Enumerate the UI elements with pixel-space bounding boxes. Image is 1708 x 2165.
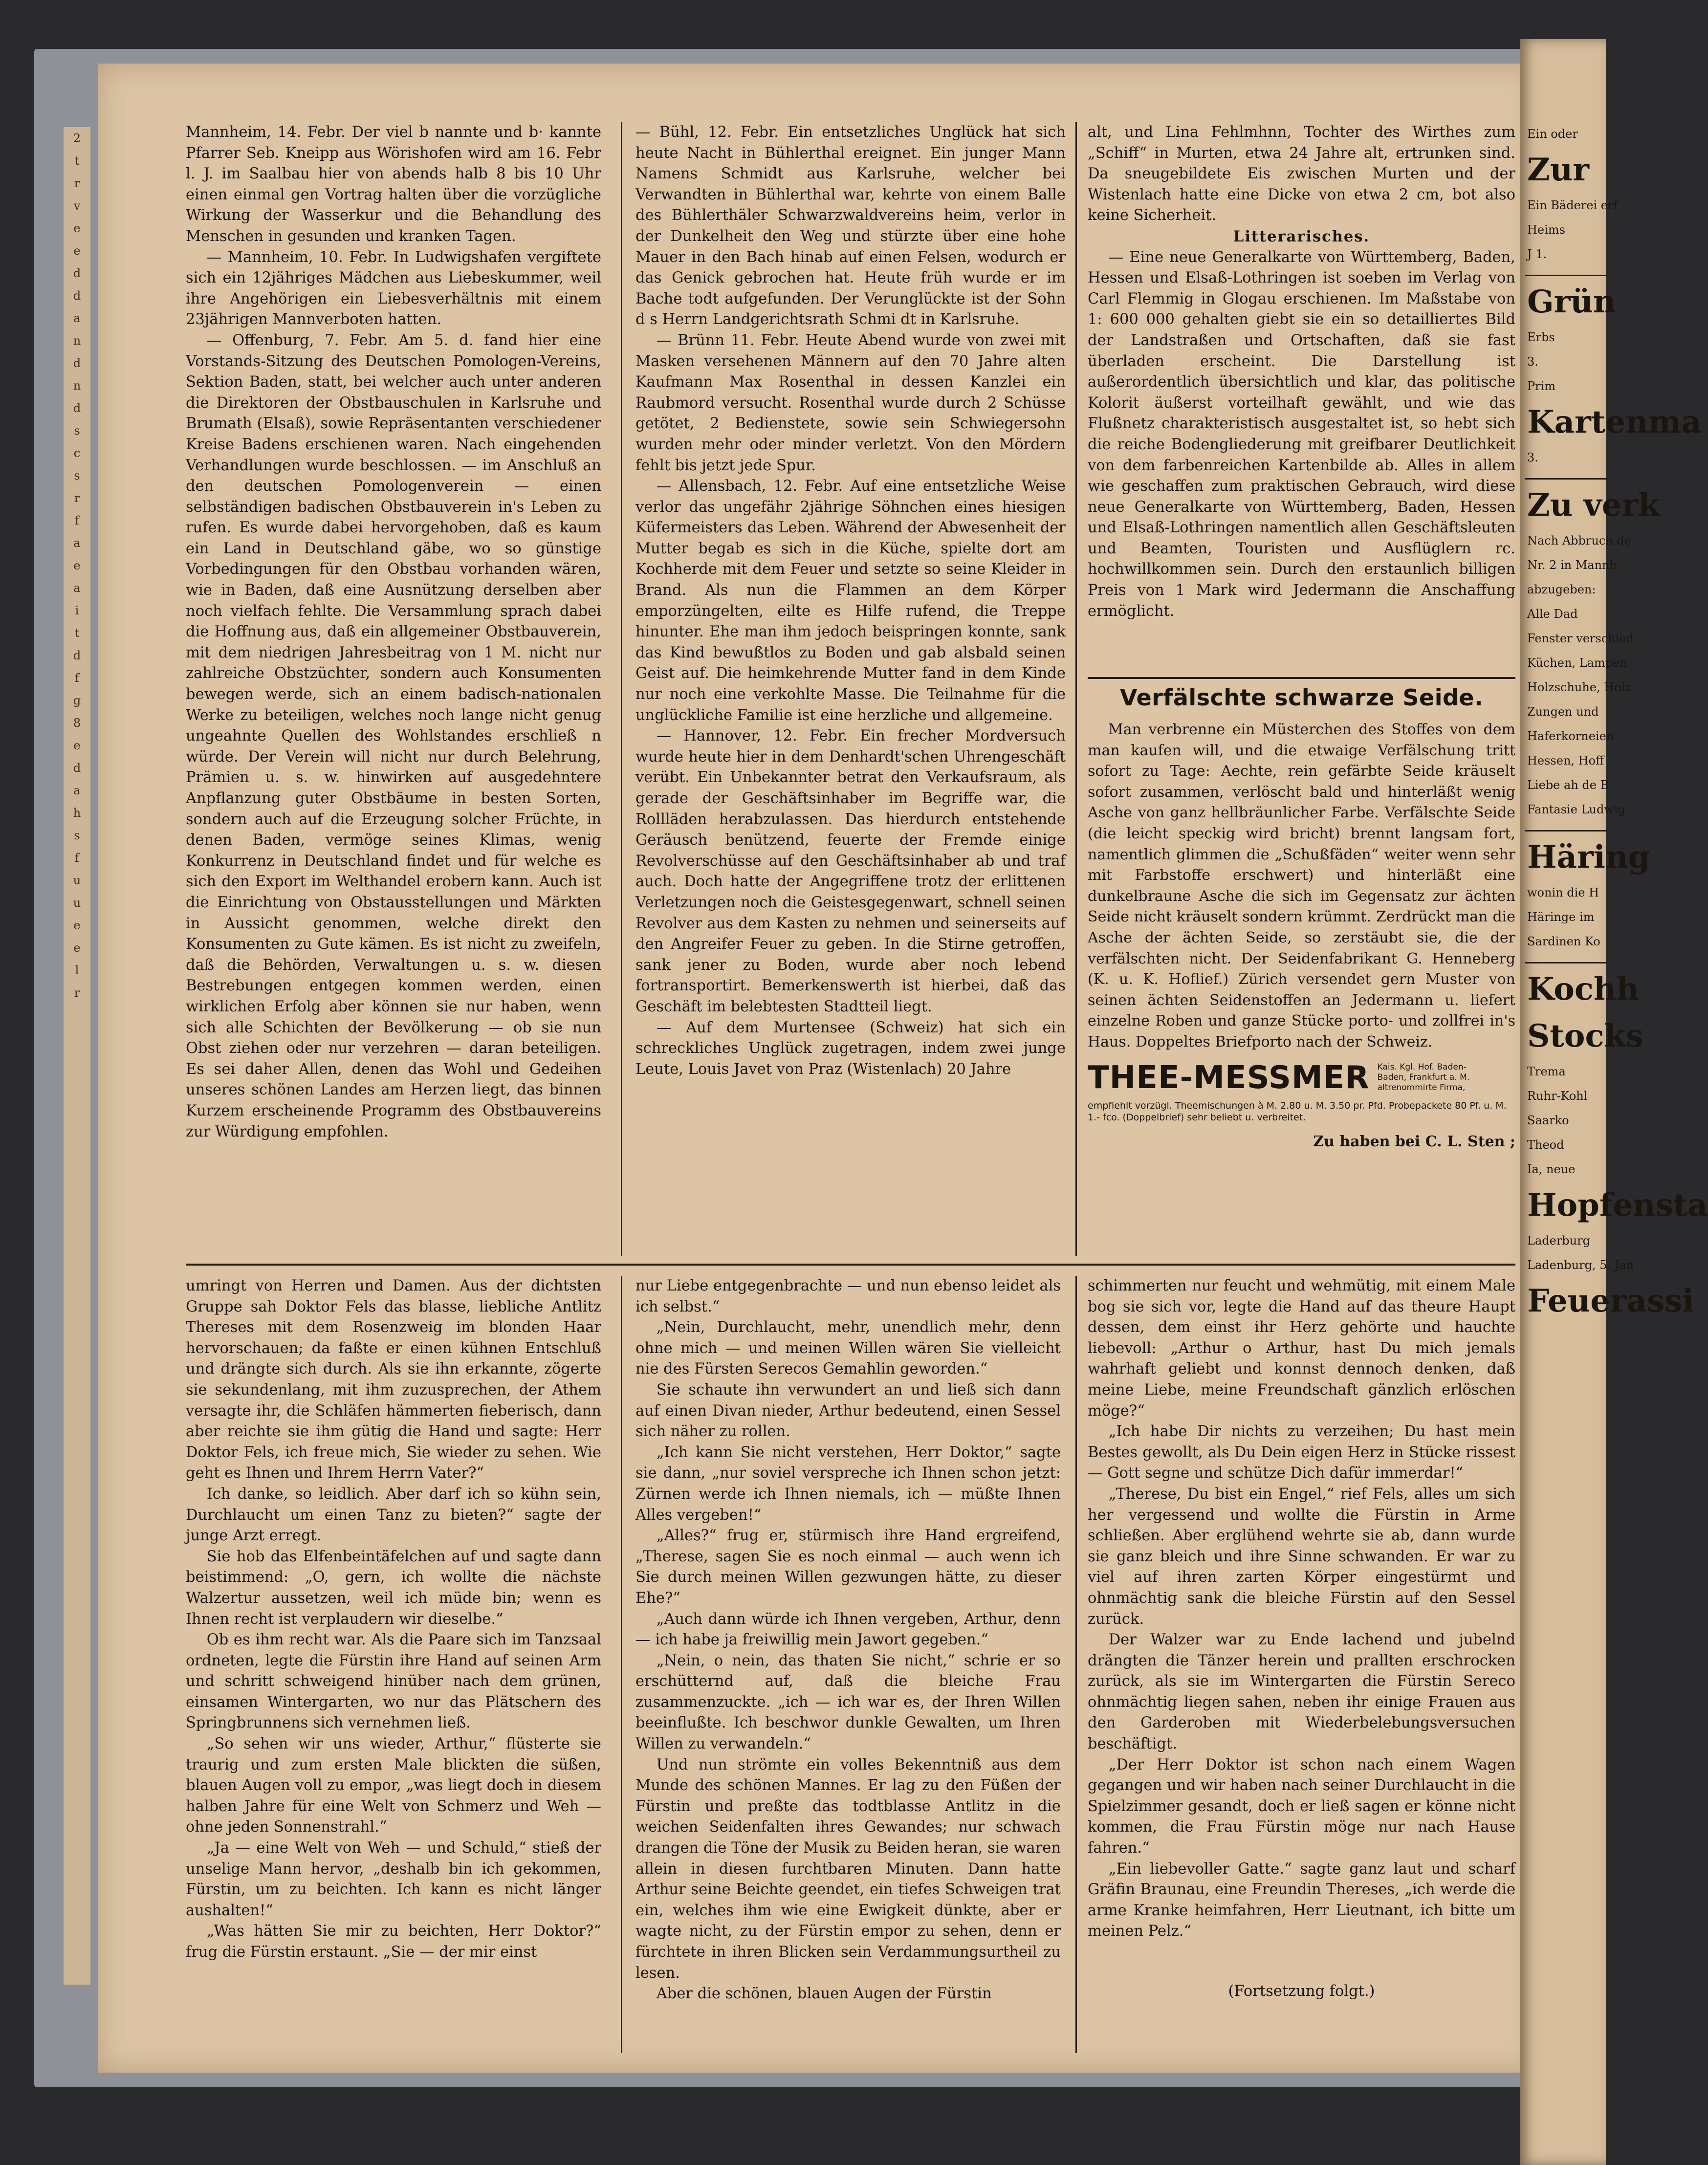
next-page-fragment: Ein Bäderei erf	[1527, 198, 1618, 212]
next-page-fragment: 3.	[1527, 451, 1538, 464]
novel-paragraph: „Ich habe Dir nichts zu verzeihen; Du hast mein Bestes gewollt, als Du Dein eigen Herz in Stücke rissest — Gott segne und schütze Dich dafür immerdar!“	[1088, 1423, 1515, 1482]
logo-address: Kais. Kgl. Hof. Baden- Baden, Frankfurt a. M. altrenommirte Firma,	[1377, 1062, 1470, 1093]
margin-glyph: c	[73, 446, 81, 460]
margin-glyph: a	[73, 311, 81, 325]
news-paragraph: — Bühl, 12. Febr. Ein entsetzliches Unglück hat sich heute Nacht in Bühlerthal ereignet. Ein junger Mann Namens Schmidt aus Karlsruhe, welcher bei Verwandten in Bühlerthal war, kehrte von einem Balle des Bühlerthäler Schwarzwaldvereins heim, verlor in der Dunkelheit den Weg und stürzte über eine hohe Mauer in den Bach hinab auf einen Felsen, wodurch er das Genick gebrochen hat. Heute früh wurde er im Bache todt aufgefunden. Der Verunglückte ist der Sohn d s Herrn Landgerichtsrath Schmi dt in Karlsruhe.	[635, 124, 1066, 328]
margin-glyph: d	[73, 761, 81, 775]
margin-glyph: t	[74, 154, 80, 168]
margin-glyph: 8	[73, 716, 81, 730]
next-page-rule	[1525, 478, 1608, 480]
novel-paragraph: „Alles?“ frug er, stürmisch ihre Hand ergreifend, „Therese, sagen Sie es noch einmal — auch wenn ich Sie durch meinen Willen gezwungen hätte, zu dieser Ehe?“	[635, 1527, 1061, 1607]
section-heading-literary: Litterarisches.	[1233, 227, 1370, 245]
ad-separator	[1088, 677, 1515, 679]
next-page-fragment: Kartenma	[1527, 404, 1702, 440]
margin-glyph: e	[73, 244, 81, 258]
margin-glyph: s	[74, 829, 80, 842]
novel-paragraph: „So sehen wir uns wieder, Arthur,“ flüsterte sie traurig und zum ersten Male blickten die süßen, blauen Augen voll zu empor, „was liegt doch in diesem halben Jahre für eine Welt von Schmerz und Weh — ohne jeden Sonnenstrahl.“	[186, 1735, 601, 1836]
news-paragraph: — Mannheim, 10. Febr. In Ludwigshafen vergiftete sich ein 12jähriges Mädchen aus Liebeskummer, weil ihre Angehörigen ein Liebesverhältnis mit einem 23jährigen Mannverboten hatten.	[186, 248, 601, 328]
next-page-fragment: Ruhr-Kohl	[1527, 1089, 1588, 1103]
section-separator	[186, 1264, 1515, 1266]
news-paragraph: — Allensbach, 12. Febr. Auf eine entsetzliche Weise verlor das ungefähr 2jährige Söhnchen eines hiesigen Küfermeisters das Leben. Während der Abwesenheit der Mutter begab es sich in die Küche, spielte dort am Kochherde mit dem Feuer und setzte so seine Kleider in Brand. Als nun die Flammen an dem Körper emporzüngelten, eilte es Hilfe rufend, die Treppe hinunter. Ehe man ihm jedoch beispringen konnte, sank das Kind bewußtlos zu Boden und gab alsbald seinen Geist auf. Die heimkehrende Mutter fand in dem Kinde nur noch eine verkohlte Masse. Die Teilnahme für die unglückliche Familie ist eine herzliche und allgemeine.	[635, 478, 1066, 724]
margin-glyph: 2	[73, 131, 81, 145]
next-page-fragment: wonin die H	[1527, 886, 1599, 899]
margin-glyph: f	[75, 671, 79, 685]
binding-margin	[64, 127, 90, 1985]
next-page-fragment: Fenster verschied	[1527, 632, 1634, 645]
novel-paragraph: Aber die schönen, blauen Augen der Fürstin	[656, 1985, 992, 2003]
tea-ad	[1088, 1060, 1515, 1096]
novel-paragraph: „Auch dann würde ich Ihnen vergeben, Arthur, denn — ich habe ja freiwillig mein Jawort gegeben.“	[635, 1610, 1061, 1649]
news-paragraph: Mannheim, 14. Febr. Der viel b nannte und b· kannte Pfarrer Seb. Kneipp aus Wörishofen wird am 16. Febr l. J. im Saalbau hier von abends halb 8 bis 10 Uhr einen einmal gen Vortrag halten über die vorzügliche Wirkung der Wasserkur und die Behandlung des Menschen in gesunden und kranken Tagen.	[186, 124, 601, 245]
column-rule	[621, 122, 622, 1256]
novel-paragraph: Ob es ihm recht war. Als die Paare sich im Tanzsaal ordneten, legte die Fürstin ihre Hand auf seinen Arm und schritt schweigend hinüber nach dem grünen, einsamen Wintergarten, wo nur das Plätschern des Springbrunnens sich vernehmen ließ.	[186, 1631, 601, 1732]
next-page-fragment: Fantasie Ludwig	[1527, 803, 1625, 816]
next-page-fragment: Ia, neue	[1527, 1162, 1576, 1176]
margin-glyph: f	[75, 514, 79, 527]
next-page-fragment: Saarko	[1527, 1114, 1569, 1127]
next-page-fragment: Hessen, Hoff	[1527, 754, 1604, 767]
news-paragraph: — Hannover, 12. Febr. Ein frecher Mordversuch wurde heute hier in dem Denhardt'schen Uhrengeschäft verübt. Ein Unbekannter betrat den Verkaufsraum, als gerade der Geschäftsinhaber im Begriffe war, die Rollläden herabzulassen. Das hierdurch entstehende Geräusch benützend, feuerte der Fremde einige Revolverschüsse auf den Geschäftsinhaber ab und traf auch. Doch hatte der Angegriffene trotz der erlittenen Verletzungen noch die Geistesgegenwart, schnell seinen Revolver aus dem Kasten zu nehmen und seinerseits auf den Angreifer Feuer zu geben. In die Stirne getroffen, sank jener zu Boden, wurde aber noch lebend fortransportirt. Bemerkenswerth ist hierbei, daß das Geschäft im belebtesten Stadtteil liegt.	[635, 727, 1066, 1015]
top-left-column	[186, 122, 601, 1271]
margin-glyph: d	[73, 289, 81, 303]
next-page-fragment: Heims	[1527, 223, 1565, 237]
continuation-note: (Fortsetzung folgt.)	[1228, 1983, 1375, 2000]
margin-glyph: e	[73, 221, 81, 235]
next-page-fragment: Ein oder	[1527, 127, 1578, 141]
novel-paragraph: „Therese, Du bist ein Engel,“ rief Fels, alles um sich her vergessend und wollte die Fürstin in Arme schließen. Aber erglühend wehrte sie ab, dann wurde sie ganz bleich und ihre Sinne schwanden. Er war zu viel auf ihren zarten Körper eingestürmt und ohnmächtig sank die bleiche Fürstin auf den Sessel zurück.	[1088, 1485, 1515, 1628]
margin-glyph: u	[73, 896, 81, 910]
ad-body	[1088, 720, 1515, 1053]
next-page-fragment: Häring	[1527, 839, 1650, 875]
next-page-fragment: Zur	[1527, 152, 1589, 188]
next-page-fragment: Prim	[1527, 379, 1556, 393]
thee-messmer-logo: THEE-MESSMER	[1088, 1059, 1370, 1096]
column-rule	[1075, 122, 1077, 1256]
next-page-fragment: Holzschuhe, Holz	[1527, 680, 1631, 694]
next-page-rule	[1525, 275, 1608, 276]
column-rule	[1075, 1276, 1077, 2053]
next-page-fragment: Trema	[1527, 1065, 1566, 1078]
novel-paragraph: „Nein, Durchlaucht, mehr, unendlich mehr, denn ohne mich — und meinen Willen wären Sie vielleicht nie des Fürsten Serecos Gemahlin geworden.“	[635, 1319, 1061, 1378]
next-page-edge	[1520, 39, 1708, 2165]
novel-paragraph: „Ein liebevoller Gatte.“ sagte ganz laut und scharf Gräfin Braunau, eine Freundin Thereses, „ich werde die arme Kranke heimfahren, Herr Lieutnant, ich bitte um meinen Pelz.“	[1088, 1860, 1515, 1940]
margin-glyph: l	[75, 963, 79, 977]
margin-glyph: a	[73, 536, 81, 550]
margin-glyph: h	[73, 806, 81, 820]
margin-glyph: e	[73, 941, 81, 955]
ad-paragraph: Man verbrenne ein Müsterchen des Stoffes von dem man kaufen will, und die etwaige Verfälschung tritt sofort zu Tage: Aechte, rein gefärbte Seide kräuselt sofort zusammen, verlöscht bald und hinterläßt wenig Asche von ganz hellbräunlicher Farbe. Verfälschte Seide (die leicht speckig wird bricht) brennt langsam fort, namentlich glimmen die „Schußfäden“ weiter wenn sehr mit Farbstoffe erschwert) und hinterläßt eine dunkelbraune Asche die sich im Gegensatz zur ächten Seide nicht kräuselt sondern krümmt. Zerdrückt man die Asche der ächten Seide, so zerstäubt sie, die der verfälschten nicht. Der Seidenfabrikant G. Henneberg (K. u. K. Hoflief.) Zürich versendet gern Muster von seinen ächten Seidenstoffen an Jedermann u. liefert einzelne Roben und ganze Stücke porto- und zollfrei in's Haus. Doppeltes Briefporto nach der Schweiz.	[1088, 721, 1515, 1050]
margin-glyph: i	[75, 604, 79, 617]
next-page-fragment: Laderburg	[1527, 1234, 1590, 1247]
next-page-fragment: abzugeben:	[1527, 583, 1596, 596]
novel-paragraph: Ich danke, so leidlich. Aber darf ich so kühn sein, Durchlaucht um einen Tanz zu bieten?“ sagte der junge Arzt erregt.	[186, 1485, 601, 1545]
margin-glyph: g	[73, 694, 81, 707]
column-rule	[621, 1276, 622, 2053]
next-page-rule	[1525, 962, 1608, 963]
next-page-fragment: Sardinen Ko	[1527, 935, 1600, 948]
next-page-fragment: Liebe ah de B	[1527, 778, 1609, 792]
novel-paragraph: Sie hob das Elfenbeintäfelchen auf und sagte dann beistimmend: „O, gern, ich wollte die nächste Walzertur aussetzen, weil ich müde bin; wenn es Ihnen recht ist verplaudern wir dieselbe.“	[186, 1548, 601, 1628]
novel-paragraph: schimmerten nur feucht und wehmütig, mit einem Male bog sie sich vor, legte die Hand auf das theure Haupt dessen, dem einst ihr Herz gehörte und hauchte liebevoll: „Arthur o Arthur, hast Du mich jemals wahrhaft geliebt und konnst dennoch denken, daß meine Liebe, meine Freundschaft gänzlich erlöschen möge?“	[1088, 1277, 1515, 1420]
next-page-fragment: Feuerassi	[1527, 1283, 1694, 1319]
next-page-fragment: Grün	[1527, 284, 1616, 320]
next-page-fragment: Zungen und	[1527, 705, 1599, 719]
margin-glyph: d	[73, 649, 81, 662]
next-page-rule	[1525, 830, 1608, 831]
news-paragraph: — Auf dem Murtensee (Schweiz) hat sich ein schreckliches Unglück zugetragen, indem zwei junge Leute, Louis Javet von Praz (Wistenlach) 20 Jahre	[635, 1019, 1066, 1078]
margin-glyph: d	[73, 356, 81, 370]
novel-paragraph: Der Walzer war zu Ende lachend und jubelnd drängten die Tänzer herein und prallten erschrocken zurück, als sie im Wintergarten die Fürstin Sereco ohnmächtig liegen sahen, neben ihr einige Frauen aus den Garderoben mit Wiederbelebungsversuchen beschäftigt.	[1088, 1631, 1515, 1753]
novel-paragraph: Und nun strömte ein volles Bekenntniß aus dem Munde des schönen Mannes. Er lag zu den Füßen der Fürstin und preßte das todtblasse Antlitz in die weichen Seidenfalten ihres Gewandes; nur schwach drangen die Töne der Musik zu Beiden heran, sie waren allein in diesen furchtbaren Minuten. Dann hatte Arthur seine Beichte geendet, ein tiefes Schweigen trat ein, welches ihm wie eine Ewigkeit dünkte, aber er wagte nicht, zu der Fürstin empor zu sehen, denn er fürchtete in ihren Blicken sein Verdammungsurtheil zu lesen.	[635, 1756, 1061, 1982]
top-middle-column	[635, 122, 1066, 1261]
bottom-right-column	[1088, 1276, 1515, 2058]
next-page-fragment: Stocks	[1527, 1018, 1643, 1054]
margin-glyph: d	[73, 266, 81, 280]
next-page-fragment: Nr. 2 in Mannh	[1527, 558, 1618, 572]
bottom-left-column	[186, 1276, 601, 2058]
news-paragraph: — Offenburg, 7. Febr. Am 5. d. fand hier eine Vorstands-Sitzung des Deutschen Pomologen-Vereins, Sektion Baden, statt, bei welcher auch unter anderen die Direktoren der Obstbauschulen in Karlsruhe und Brumath (Elsaß), sowie Repräsentanten verschiedener Kreise Badens erschienen waren. Nach eingehenden Verhandlungen wurde beschlossen. — im Anschluß an den deutschen Pomologenverein — einen selbständigen badischen Obstbauverein in's Leben zu rufen. Es wurde dabei hervorgehoben, daß es kaum ein Land in Deutschland gäbe, wo so günstige Vorbedingungen für den Obstbau vorhanden wären, wie in Baden, daß eine Ausnützung derselben aber noch vielfach fehlte. Die Versammlung sprach dabei die Hoffnung aus, daß ein allgemeiner Obstbauverein, mit dem niedrigen Jahresbeitrag von 1 M. nicht nur zahlreiche Obstzüchter, sondern auch Konsumenten bewegen werde, sich an einem badisch-nationalen Werke zu beteiligen, welches noch lange nicht genug ungeahnte Quellen des Wohlstandes erschließ n würde. Der Verein will nicht nur durch Belehrung, Prämien u. s. w. hinwirken auf ausgedehntere Anpflanzung guter Obstbäume in besten Sorten, sondern auch auf die Erzeugung solcher Früchte, in denen Baden, vermöge seines Klimas, wenig Konkurrenz in Deutschland findet und für welche es sich den Export im Welthandel erobern kann. Auch ist die Einrichtung von Obstausstellungen und Märkten in Aussicht genommen, welche direkt den Konsumenten zu Gute kämen. Es ist nicht zu zweifeln, daß die Behörden, Verwaltungen u. s. w. diesen Bestrebungen entgegen kommen werden, einen wirklichen Erfolg aber können sie nur haben, wenn sich alle Schichten der Bevölkerung — ob sie nun Obst ziehen oder nur verzehren — daran beteiligen. Es sei daher Allen, denen das Wohl und Gedeihen unseres schönen Landes am Herzen liegt, das binnen Kurzem erscheinende Programm des Obstbauvereins zur Würdigung empfohlen.	[186, 331, 601, 1140]
next-page-fragment: Haferkorneien	[1527, 729, 1614, 743]
next-page-fragment: Kochh	[1527, 971, 1639, 1007]
margin-glyph: n	[73, 334, 81, 348]
margin-glyph: r	[74, 176, 80, 190]
margin-glyph: t	[74, 626, 80, 640]
next-page-fragment: Küchen, Lampen	[1527, 656, 1627, 670]
next-page-fragment: Nach Abbruch de	[1527, 534, 1631, 547]
literary-intro: alt, und Lina Fehlmhnn, Tochter des Wirthes zum „Schiff“ in Murten, etwa 24 Jahre alt, ertrunken sind. Da sneugebildete Eis zwischen Murten und der Wistenlach hatte eine Dicke von etwa 2 cm, bot also keine Sicherheit.	[1088, 124, 1515, 224]
novel-paragraph: umringt von Herren und Damen. Aus der dichtsten Gruppe sah Doktor Fels das blasse, liebliche Antlitz Thereses mit dem Rosenzweig im blonden Haar hervorschauen; da faßte er einen kühnen Entschluß und drängte sich durch. Als sie ihn erkannte, zögerte sie sekundenlang, mit ihm zuzusprechen, der Athem versagte ihr, die Schläfen hämmerten fieberisch, dann aber reichte sie ihm gütig die Hand und sagte: Herr Doktor Fels, ich freue mich, Sie wieder zu sehen. Wie geht es Ihnen und Ihrem Herrn Vater?“	[186, 1277, 601, 1482]
news-paragraph: — Brünn 11. Febr. Heute Abend wurde von zwei mit Masken versehenen Männern auf den 70 Jahre alten Kaufmann Max Rosenthal in dessen Kanzlei ein Raubmord versucht. Rosenthal wurde durch 2 Schüsse getötet, 2 Bedienstete, sowie sein Schwiegersohn wurden mehr oder minder verletzt. Von den Mördern fehlt bis jetzt jede Spur.	[635, 331, 1066, 474]
literary-article: — Eine neue Generalkarte von Württemberg, Baden, Hessen und Elsaß-Lothringen ist soeben im Verlag von Carl Flemmig in Glogau erschienen. Im Maßstabe von 1: 600 000 gehalten giebt sie ein so detailliertes Bild der Landstraßen und Ortschaften, daß sie fast überladen erscheint. Die Darstellung ist außerordentlich übersichtlich und klar, das politische Kolorit äußerst vorteilhaft gewählt, und wie das Flußnetz charakteristisch ausgestaltet ist, so hebt sich die reiche Bodengliederung mit greifbarer Deutlichkeit von dem farbenreichen Kartenbilde ab. Alles in allem wie geschaffen zum praktischen Gebrauch, wird diese neue Generalkarte von Württemberg, Baden, Hessen und Elsaß-Lothringen namentlich allen Geschäftsleuten und Beamten, Touristen und Ausflüglern rc. hochwillkommen sein. Durch den erstaunlich billigen Preis von 1 Mark wird Jedermann die Anschaffung ermöglicht.	[1088, 248, 1515, 620]
top-right-column	[1088, 122, 1515, 675]
margin-glyph: r	[74, 986, 80, 1000]
margin-glyph: e	[73, 559, 81, 572]
next-page-fragment: Theod	[1527, 1138, 1564, 1152]
novel-paragraph: „Was hätten Sie mir zu beichten, Herr Doktor?“ frug die Fürstin erstaunt. „Sie — der mir einst	[186, 1923, 601, 1961]
margin-glyph: a	[73, 581, 81, 595]
margin-glyph: s	[74, 424, 80, 437]
margin-glyph: r	[74, 491, 80, 505]
margin-glyph: v	[73, 199, 81, 213]
margin-glyph: s	[74, 469, 80, 482]
novel-paragraph: „Ja — eine Welt von Weh — und Schuld,“ stieß der unselige Mann hervor, „deshalb bin ich gekommen, Fürstin, um zu beichten. Ich kann es nicht länger aushalten!“	[186, 1839, 601, 1919]
next-page-fragment: Hopfensta	[1527, 1187, 1708, 1224]
next-page-fragment: Erbs	[1527, 330, 1555, 344]
availability-line: Zu haben bei C. L. Sten ;	[1313, 1133, 1515, 1150]
margin-glyph: f	[75, 851, 79, 865]
novel-paragraph: „Ich kann Sie nicht verstehen, Herr Doktor,“ sagte sie dann, „nur soviel verspreche ich Ihnen schon jetzt: Zürnen werde ich Ihnen niemals, ich — müßte Ihnen Alles vergeben!“	[635, 1443, 1061, 1524]
margin-glyph: a	[73, 784, 81, 797]
novel-paragraph: „Der Herr Doktor ist schon nach einem Wagen gegangen und wir haben nach seiner Durchlaucht in die Spielzimmer gesandt, doch er ließ sagen er könne nicht kommen, die Frau Fürstin möge nur nach Hause fahren.“	[1088, 1756, 1515, 1857]
ad-title: Verfälschte schwarze Seide.	[1119, 684, 1484, 711]
silk-advertisement	[1088, 684, 1515, 1150]
novel-paragraph: „Nein, o nein, das thaten Sie nicht,“ schrie er so erschütternd auf, daß die bleiche Frau zusammenzuckte. „ich — ich war es, der Ihren Willen beeinflußte. Ich beschwor dunkle Gewalten, um Ihren Willen zu verwandeln.“	[635, 1652, 1061, 1753]
margin-glyph: n	[73, 379, 81, 393]
next-page-fragment: Zu verk	[1527, 487, 1660, 524]
tea-ad-small-print: empfiehlt vorzügl. Theemischungen à M. 2.80 u. M. 3.50 pr. Pfd. Probepackete 80 Pf. u. M. 1.- fco. (Doppelbrief) sehr beliebt u. verbreitet.	[1088, 1100, 1507, 1123]
next-page-fragment: Häringe im	[1527, 910, 1595, 924]
bottom-middle-column	[635, 1276, 1061, 2058]
novel-paragraph: nur Liebe entgegenbrachte — und nun ebenso leidet als ich selbst.“	[635, 1277, 1061, 1315]
margin-glyph: d	[73, 401, 81, 415]
novel-paragraph: Sie schaute ihn verwundert an und ließ sich dann auf einen Divan nieder, Arthur bedeutend, einen Sessel sich näher zu rollen.	[635, 1381, 1061, 1441]
next-page-fragment: 3.	[1527, 355, 1538, 369]
next-page-fragment: Alle Dad	[1527, 607, 1578, 621]
next-page-fragment: J 1.	[1527, 247, 1547, 261]
next-page-fragment: Ladenburg, 5. Jan	[1527, 1258, 1634, 1272]
margin-glyph: e	[73, 739, 81, 752]
margin-glyph: e	[73, 918, 81, 932]
margin-glyph: u	[73, 874, 81, 887]
